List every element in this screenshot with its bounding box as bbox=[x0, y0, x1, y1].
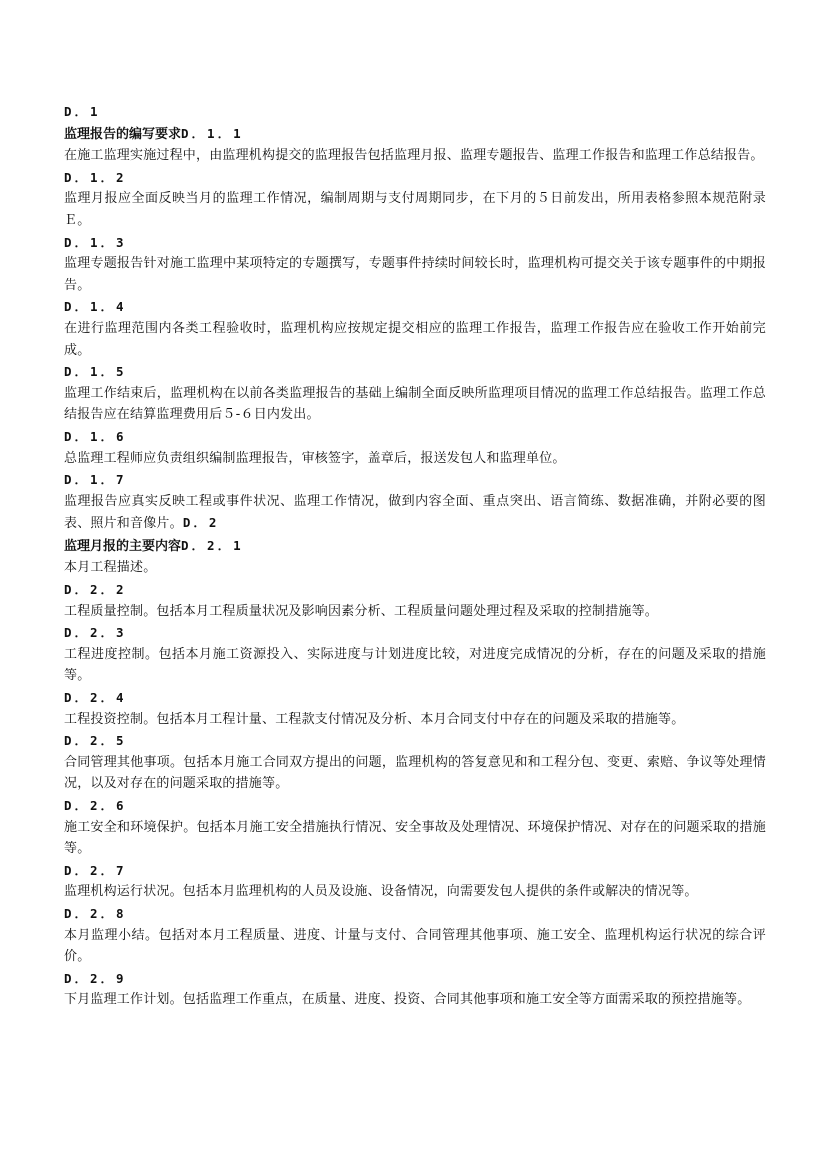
section-heading-d2: D．2 bbox=[182, 515, 220, 531]
document-body bbox=[64, 101, 766, 1011]
clause-heading-d2-1 bbox=[64, 535, 766, 558]
clause-number-d2-2: D．2．2 bbox=[64, 582, 127, 598]
clause-number-d2-4: D．2．4 bbox=[64, 690, 127, 706]
clause-text-d1-7 bbox=[64, 491, 766, 535]
clause-number-d1-1: D．1．1 bbox=[181, 125, 244, 141]
clause-text-d1-1: 在施工监理实施过程中，由监理机构提交的监理报告包括监理月报、监理专题报告、监理工作报告和监理工作总结报告。 bbox=[64, 148, 764, 164]
section-title-d2: 监理月报的主要内容 bbox=[64, 538, 182, 554]
clause-text-d1-4: 在进行监理范围内各类工程验收时，监理机构应按规定提交相应的监理工作报告，监理工作报告应在验收工作开始前完成。 bbox=[64, 320, 766, 358]
clause-number-d1-6: D．1．6 bbox=[64, 428, 127, 444]
clause-text-d2-9: 下月监理工作计划。包括监理工作重点，在质量、进度、投资、合同其他事项和施工安全等方面需采取的预控措施等。 bbox=[64, 992, 751, 1008]
clause-body-d1-7: 监理报告应真实反映工程或事件状况、监理工作情况，做到内容全面、重点突出、语言简练、数据准确，并附必要的图表、照片和音像片。 bbox=[64, 493, 766, 532]
clause-number-d1-5: D．1．5 bbox=[64, 364, 127, 380]
clause-number-d2-6: D．2．6 bbox=[64, 798, 127, 813]
clause-text-d1-5: 监理工作结束后，监理机构在以前各类监理报告的基础上编制全面反映所监理项目情况的监理工作总结报告。监理工作总结报告应在结算监理费用后５-６日内发出。 bbox=[64, 385, 766, 423]
clause-number-d2-3: D．2．3 bbox=[64, 625, 127, 641]
clause-number-d2-7: D．2．7 bbox=[64, 862, 127, 878]
section-heading-d1: D．1 bbox=[64, 104, 101, 119]
clause-heading-d1-1 bbox=[64, 123, 766, 146]
clause-text-d1-3: 监理专题报告针对施工监理中某项特定的专题撰写，专题事件持续时间较长时，监理机构可提交关于该专题事件的中期报告。 bbox=[64, 256, 766, 293]
clause-text-d2-8: 本月监理小结。包括对本月工程质量、进度、计量与支付、合同管理其他事项、施工安全、监理机构运行状况的综合评价。 bbox=[64, 927, 766, 965]
clause-text-d2-3: 工程进度控制。包括本月施工资源投入、实际进度与计划进度比较，对进度完成情况的分析，存在的问题及采取的措施等。 bbox=[64, 646, 766, 684]
clause-number-d1-2: D．1．2 bbox=[64, 169, 127, 185]
clause-number-d2-9: D．2．9 bbox=[64, 970, 127, 986]
clause-text-d1-6: 总监理工程师应负责组织编制监理报告，审核签字，盖章后，报送发包人和监理单位。 bbox=[64, 450, 566, 466]
clause-text-d2-7: 监理机构运行状况。包括本月监理机构的人员及设施、设备情况，向需要发包人提供的条件或解决的情况等。 bbox=[64, 884, 698, 900]
section-title-d1: 监理报告的编写要求 bbox=[64, 126, 182, 142]
clause-number-d1-7: D．1．7 bbox=[64, 472, 127, 488]
clause-text-d2-4: 工程投资控制。包括本月工程计量、工程款支付情况及分析、本月合同支付中存在的问题及采取的措施等。 bbox=[64, 711, 685, 727]
clause-number-d1-4: D．1．4 bbox=[64, 299, 127, 315]
clause-number-d2-5: D．2．5 bbox=[64, 733, 127, 749]
clause-text-d1-2: 监理月报应全面反映当月的监理工作情况，编制周期与支付周期同步，在下月的５日前发出，所用表格参照本规范附录Ｅ。 bbox=[64, 191, 766, 228]
clause-text-d2-2: 工程质量控制。包括本月工程质量状况及影响因素分析、工程质量问题处理过程及采取的控制措施等。 bbox=[64, 603, 659, 619]
clause-text-d2-1: 本月工程描述。 bbox=[64, 560, 157, 576]
clause-text-d2-6: 施工安全和环境保护。包括本月施工安全措施执行情况、安全事故及处理情况、环境保护情况、对存在的问题采取的措施等。 bbox=[64, 819, 766, 857]
clause-number-d1-3: D．1．3 bbox=[64, 234, 127, 250]
clause-text-d2-5: 合同管理其他事项。包括本月施工合同双方提出的问题，监理机构的答复意见和和工程分包、变更、索赔、争议等处理情况，以及对存在的问题采取的措施等。 bbox=[64, 754, 766, 792]
clause-number-d2-8: D．2．8 bbox=[64, 905, 127, 921]
clause-number-d2-1: D．2．1 bbox=[181, 537, 244, 553]
